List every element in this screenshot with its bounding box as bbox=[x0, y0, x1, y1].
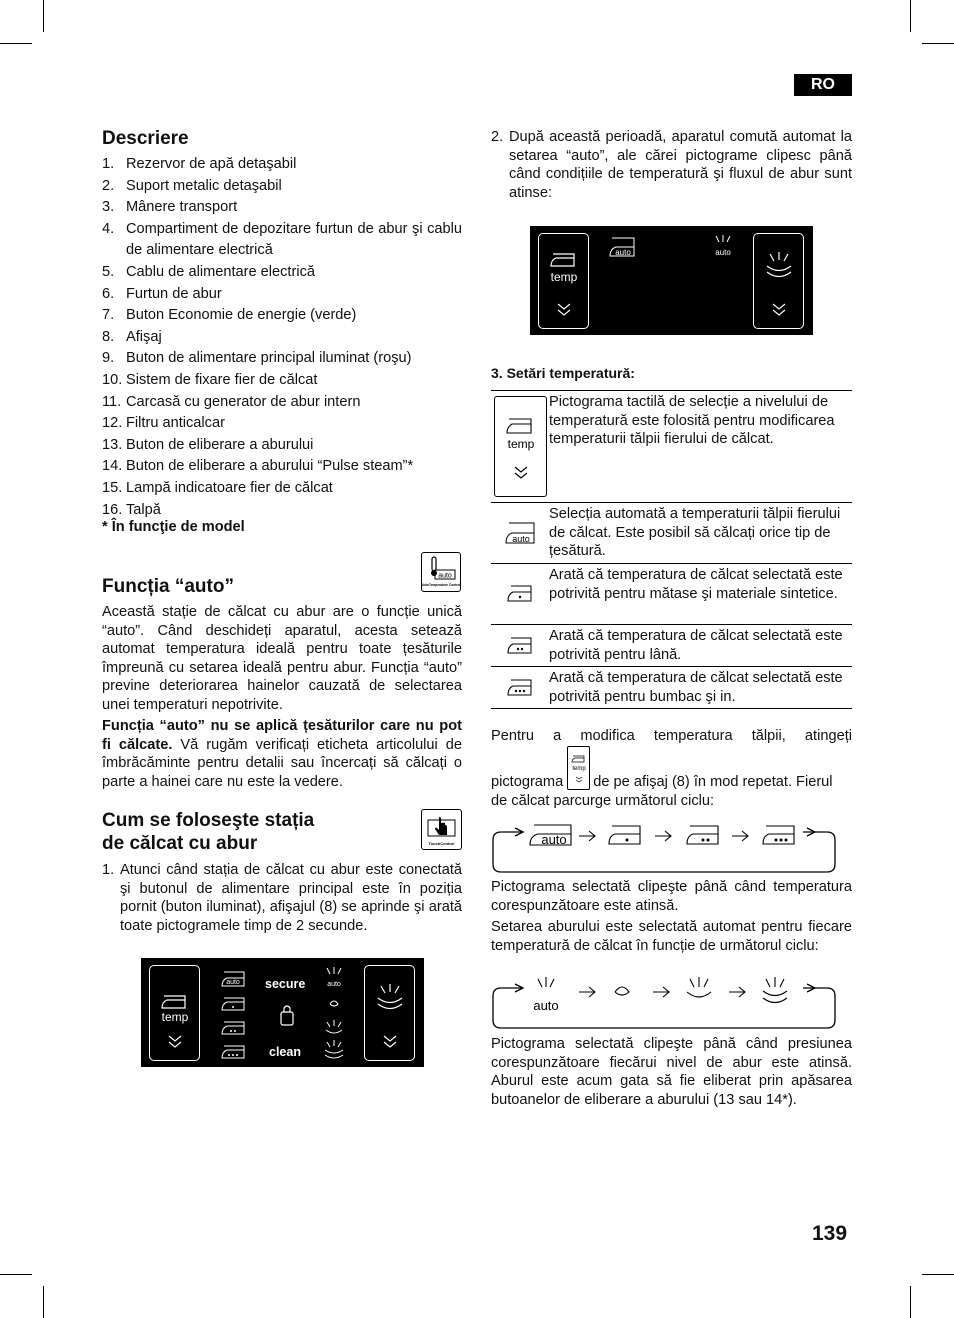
steam-icon bbox=[378, 984, 402, 1009]
item-text: Sistem de fixare fier de călcat bbox=[126, 371, 318, 388]
usage-step-1 bbox=[102, 861, 462, 935]
description-list-item bbox=[102, 154, 462, 176]
iron-auto-icon bbox=[502, 519, 538, 547]
model-footnote: * În funcţie de model bbox=[102, 519, 245, 535]
lock-icon bbox=[278, 1003, 296, 1027]
row-text: Arată că temperatura de călcat selectată este potrivită pentru mătase şi materiale sintetice. bbox=[549, 567, 843, 602]
modify-text-line2: pictograma bbox=[491, 774, 568, 790]
touch-badge-caption: TouchControl bbox=[428, 841, 455, 846]
thermometer-icon bbox=[422, 553, 460, 591]
crop-mark bbox=[0, 43, 32, 44]
temp-label: temp bbox=[550, 270, 578, 284]
step-1-number: 1. bbox=[102, 862, 115, 878]
description-list-item bbox=[102, 435, 462, 457]
item-text: Talpă bbox=[126, 501, 161, 518]
iron-icon bbox=[551, 254, 574, 266]
item-number: 2. bbox=[102, 177, 115, 194]
page-number: 139 bbox=[812, 1222, 848, 1245]
item-number: 16. bbox=[102, 501, 123, 518]
temp-settings-table bbox=[491, 390, 852, 709]
description-list-item bbox=[102, 219, 462, 262]
item-text: Lampă indicatoare fier de călcat bbox=[126, 479, 333, 496]
modify-text-line1: Pentru a modifica temperatura tălpii, atingeți bbox=[491, 728, 852, 744]
panel-auto-label: auto bbox=[226, 979, 240, 986]
cycle-auto-label: auto bbox=[541, 832, 567, 847]
item-text: Buton de alimentare principal iluminat (roşu) bbox=[126, 350, 412, 367]
item-number: 11. bbox=[102, 393, 122, 410]
iron-three-dots-icon bbox=[505, 677, 535, 699]
crop-mark bbox=[0, 1274, 32, 1275]
iron-one-dot-icon bbox=[505, 583, 535, 605]
item-text: Cablu de alimentare electrică bbox=[126, 263, 316, 280]
table-temp-label: temp bbox=[507, 437, 534, 451]
item-number: 6. bbox=[102, 285, 115, 302]
item-number: 13. bbox=[102, 436, 123, 453]
description-list-item bbox=[102, 370, 462, 392]
item-text: Buton de eliberare a aburului bbox=[126, 436, 314, 453]
chevron-down-icon bbox=[169, 1036, 181, 1047]
temp-settings-title: 3. Setări temperatură: bbox=[491, 365, 635, 381]
steam-cycle-diagram bbox=[491, 974, 839, 1029]
crop-mark bbox=[910, 1286, 911, 1318]
usage-title-line1: Cum se foloseşte stația bbox=[102, 810, 315, 831]
auto-section-title: Funcția “auto” bbox=[102, 576, 234, 597]
item-text: Filtru anticalcar bbox=[126, 415, 225, 432]
steam-cycle-note: Pictograma selectată clipeşte până când presiunea corespunzătoare fiecărui nivel de abur este atinsă. Aburul este acum gata să fie eliberat prin apăsarea butoanelor de eliberare a aburului (13 sau 14*). bbox=[491, 1036, 852, 1108]
description-list-item bbox=[102, 500, 462, 522]
touch-control-badge bbox=[421, 809, 462, 850]
description-list bbox=[102, 154, 462, 521]
description-list-item bbox=[102, 392, 462, 414]
table-row bbox=[491, 666, 852, 709]
descriere-title: Descriere bbox=[102, 128, 189, 149]
row-text: Arată că temperatura de călcat selectată este potrivită pentru bumbac şi in. bbox=[549, 670, 843, 705]
auto-icon-label: auto bbox=[615, 248, 631, 257]
badge-auto-text: auto bbox=[438, 572, 452, 580]
chevron-down-icon bbox=[384, 1036, 396, 1047]
table-row bbox=[491, 390, 852, 502]
item-number: 3. bbox=[102, 199, 115, 216]
steam-touch-button[interactable] bbox=[753, 233, 804, 329]
item-number: 8. bbox=[102, 328, 115, 345]
crop-mark bbox=[43, 1286, 44, 1318]
modify-text-line3: de călcat parcurge următorul ciclu: bbox=[491, 792, 715, 809]
temperature-cycle-diagram bbox=[491, 822, 839, 874]
item-text: Mânere transport bbox=[126, 199, 238, 216]
iron-auto-icon bbox=[606, 234, 638, 260]
touch-hand-icon bbox=[422, 810, 461, 849]
description-list-item bbox=[102, 197, 462, 219]
item-text: Buton de eliberare a aburului “Pulse steam”* bbox=[126, 458, 414, 475]
crop-mark bbox=[910, 0, 911, 32]
item-number: 15. bbox=[102, 479, 123, 496]
item-text: Rezervor de apă detaşabil bbox=[126, 156, 297, 172]
clean-label: clean bbox=[269, 1045, 301, 1059]
table-row bbox=[491, 502, 852, 563]
description-list-item bbox=[102, 262, 462, 284]
chevron-down-icon bbox=[773, 304, 785, 315]
table-row bbox=[491, 563, 852, 624]
badge-caption: AutoTemperature Control bbox=[422, 583, 460, 587]
modify-text-line2-post: de pe afişaj (8) în mod repetat. Fierul bbox=[593, 774, 833, 790]
item-number: 9. bbox=[102, 350, 115, 367]
usage-title-line2: de călcat cu abur bbox=[102, 833, 258, 854]
steam-icon bbox=[767, 252, 791, 277]
temperature-icons-column bbox=[219, 966, 249, 1062]
temp-touch-button[interactable] bbox=[149, 965, 200, 1061]
display-panel-full bbox=[141, 958, 424, 1067]
item-text: Suport metalic detaşabil bbox=[126, 177, 282, 194]
steam-cycle-intro: Setarea aburului este selectată automat pentru fiecare temperatură de călcat în funcție de următorul ciclu: bbox=[491, 919, 852, 954]
steam-touch-button[interactable] bbox=[364, 965, 415, 1061]
iron-two-dots-icon bbox=[505, 635, 535, 657]
secure-label: secure bbox=[265, 977, 306, 991]
crop-mark bbox=[43, 0, 44, 32]
temp-touch-button[interactable] bbox=[538, 233, 589, 329]
temp-inline-icon bbox=[567, 746, 590, 790]
steam-auto-icon bbox=[710, 234, 736, 260]
item-text: Furtun de abur bbox=[126, 285, 222, 302]
item-number: 4. bbox=[102, 220, 115, 237]
crop-mark bbox=[922, 43, 954, 44]
temp-cycle-note: Pictograma selectată clipeşte până când temperatura corespunzătoare este atinsă. bbox=[491, 879, 852, 914]
item-number: 10. bbox=[102, 371, 123, 388]
auto-warning-text: Vă rugăm verificați eticheta articolului de îmbrăcăminte pentru detalii sau încercați să călcați o parte a hainei care nu este la vedere. bbox=[102, 736, 462, 790]
table-row bbox=[491, 624, 852, 666]
description-list-item bbox=[102, 176, 462, 198]
auto-temperature-badge bbox=[421, 552, 461, 592]
usage-section-title bbox=[102, 809, 314, 855]
row-text: Pictograma tactilă de selecție a nivelului de temperatură este folosită pentru modificarea temperaturii tălpii fierului de călcat. bbox=[549, 394, 835, 448]
iron-icon bbox=[162, 996, 185, 1008]
item-number: 1. bbox=[102, 156, 115, 172]
temp-label: temp bbox=[161, 1010, 189, 1024]
steam-icons-column bbox=[321, 966, 347, 1062]
description-list-item bbox=[102, 456, 462, 478]
steam-cycle-auto-label: auto bbox=[533, 998, 559, 1013]
step-1-text: Atunci când stația de călcat cu abur este conectată şi butonul de alimentare principal este în poziția pornit (buton iluminat), afişajul (8) se aprinde şi arată toate pictogramele timp de 2 secunde. bbox=[120, 862, 462, 934]
auto-paragraph-2 bbox=[102, 717, 462, 791]
item-text: Carcasă cu generator de abur intern bbox=[126, 393, 361, 410]
description-list-item bbox=[102, 305, 462, 327]
description-list-item bbox=[102, 478, 462, 500]
item-number: 12. bbox=[102, 415, 123, 432]
item-text: Afişaj bbox=[126, 328, 162, 345]
description-list-item bbox=[102, 413, 462, 435]
item-text: Compartiment de depozitare furtun de abur şi cablu de alimentare electrică bbox=[126, 220, 462, 259]
item-number: 7. bbox=[102, 307, 115, 324]
step-2-text: După această perioadă, aparatul comută automat la setarea “auto”, ale cărei pictograme clipesc până când condițiile de temperatură şi fluxul de abur sunt atinse: bbox=[509, 129, 852, 201]
language-tag: RO bbox=[794, 74, 852, 96]
row-text: Selecția automată a temperaturii tălpii fierului de călcat. Este posibil să călcați orice tip de țesătură. bbox=[549, 506, 841, 560]
table-auto-label: auto bbox=[512, 534, 530, 544]
description-list-item bbox=[102, 348, 462, 370]
chevron-down-icon bbox=[558, 304, 570, 315]
item-text: Buton Economie de energie (verde) bbox=[126, 307, 357, 324]
panel-steam-auto-label: auto bbox=[327, 981, 341, 988]
item-number: 5. bbox=[102, 263, 115, 280]
auto-paragraph-1: Această stație de călcat cu abur are o funcție unică “auto”. Când deschideți aparatul, acesta setează automat temperatura ideală pentru toate țesăturile împreună cu setarea ideală pentru abur. Funcția “auto” previne deteriorarea hainelor cauzată de selectarea unei temperaturi nepotrivite. bbox=[102, 604, 462, 713]
auto-warning-bold: Funcția “auto” nu se aplică țesăturilor care nu pot fi călcate. bbox=[102, 718, 462, 753]
description-list-item bbox=[102, 327, 462, 349]
temp-button-icon bbox=[494, 396, 547, 497]
steam-auto-label: auto bbox=[715, 248, 731, 257]
description-list-item bbox=[102, 284, 462, 306]
inline-temp-label: temp bbox=[572, 765, 586, 772]
row-text: Arată că temperatura de călcat selectată este potrivită pentru lână. bbox=[549, 628, 843, 663]
step-2-number: 2. bbox=[491, 129, 504, 145]
item-number: 14. bbox=[102, 458, 123, 475]
modify-temp-paragraph bbox=[491, 727, 852, 810]
display-panel-auto bbox=[530, 226, 813, 335]
crop-mark bbox=[922, 1274, 954, 1275]
usage-step-2 bbox=[491, 128, 852, 202]
